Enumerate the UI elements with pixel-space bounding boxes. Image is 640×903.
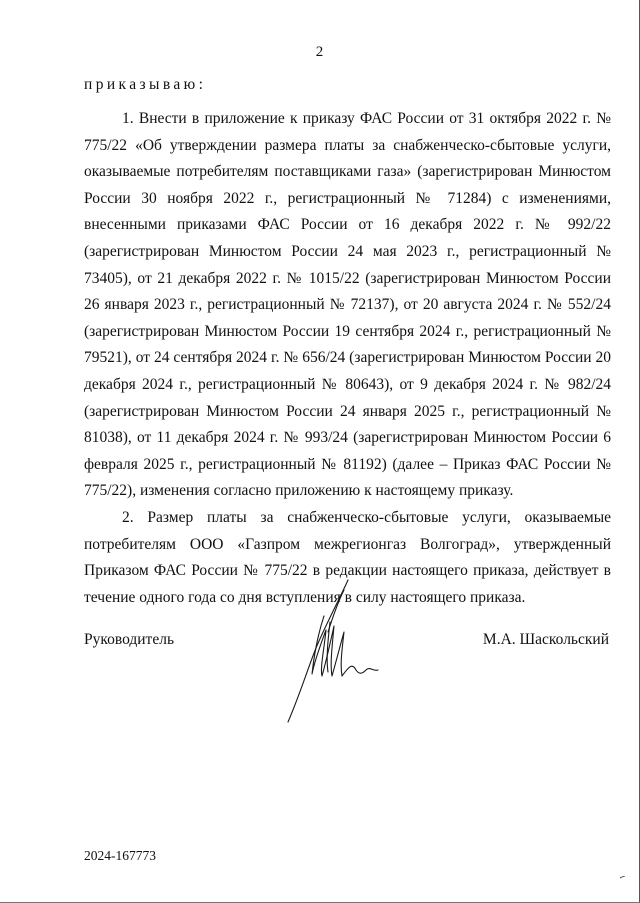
page-number: 2 xyxy=(315,44,324,60)
signer-name: М.А. Шаскольский xyxy=(482,631,609,648)
document-body xyxy=(84,106,611,611)
signer-position: Руководитель xyxy=(84,631,175,648)
handwritten-signature xyxy=(278,576,388,726)
scan-speck xyxy=(620,876,625,879)
order-heading: приказываю: xyxy=(84,76,207,93)
paragraph-2: 2. Размер платы за снабженческо-сбытовые услуги, оказываемые потребителям ООО «Газпром межрегионгаз Волгоград», утвержденный Приказом ФАС России № 775/22 в редакции настоящего приказа, действует в течение одного года со дня вступления в силу настоящего приказа. xyxy=(84,508,611,606)
paragraph-1: 1. Внести в приложение к приказу ФАС России от 31 октября 2022 г. № 775/22 «Об утверждении размера платы за снабженческо-сбытовые услуги, оказываемые потребителям поставщиками газа» (зарегистрирован Минюстом России 30 ноября 2022 г., регистрационный № 71284) с изменениями, внесенными приказами ФАС России от 16 декабря 2022 г. № 992/22 (зарегистрирован Минюстом России 24 мая 2023 г., регистрационный № 73405), от 21 декабря 2022 г. № 1015/22 (зарегистрирован Минюстом России 26 января 2023 г., регистрационный № 72137), от 20 августа 2024 г. № 552/24 (зарегистрирован Минюстом России 19 сентября 2024 г., регистрационный № 79521), от 24 сентября 2024 г. № 656/24 (зарегистрирован Минюстом России 20 декабря 2024 г., регистрационный № 80643), от 9 декабря 2024 г. № 982/24 (зарегистрирован Минюстом России 24 января 2025 г., регистрационный № 81038), от 11 декабря 2024 г. № 993/24 (зарегистрирован Минюстом России 6 февраля 2025 г., регистрационный № 81192) (далее – Приказ ФАС России № 775/22), изменения согласно приложению к настоящему приказу. xyxy=(84,110,611,500)
document-id: 2024-167773 xyxy=(84,848,156,863)
